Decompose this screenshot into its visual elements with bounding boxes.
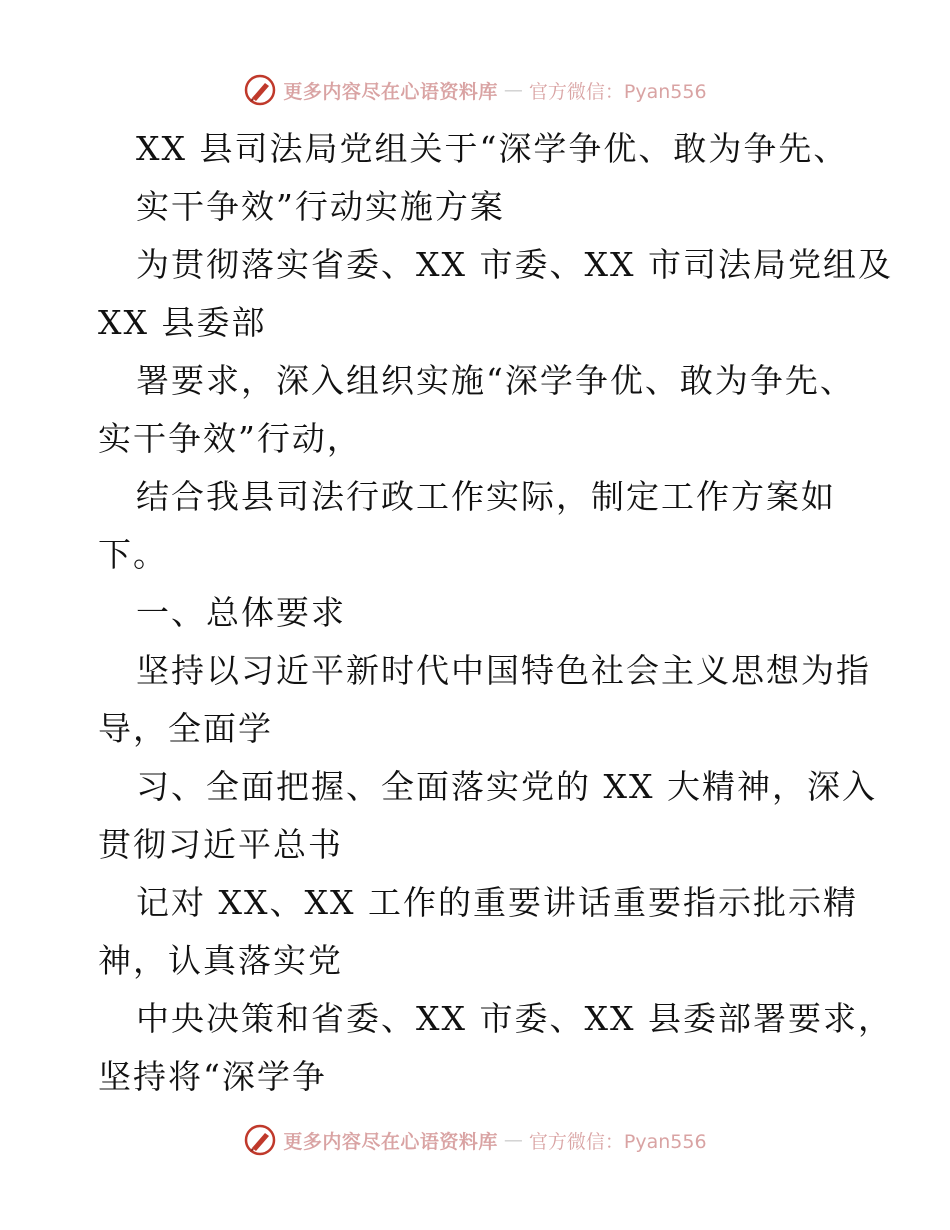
watermark-separator: —: [503, 1129, 523, 1151]
document-line: 实干争效”行动实施方案: [136, 187, 505, 226]
document-line: 坚持以习近平新时代中国特色社会主义思想为指: [136, 651, 871, 690]
section-heading: 一、总体要求: [136, 593, 346, 632]
document-line: 实干争效”行动，: [98, 419, 362, 458]
pen-logo-icon: [243, 1123, 277, 1157]
watermark-text: 更多内容尽在心语资料库: [283, 80, 498, 103]
header-watermark: [0, 70, 950, 110]
watermark-contact: 官方微信：Pyan556: [528, 1130, 707, 1153]
watermark-text: 更多内容尽在心语资料库: [283, 1130, 498, 1153]
watermark-separator: —: [503, 79, 523, 101]
footer-watermark: [0, 1120, 950, 1160]
document-line: 神，认真落实党: [98, 941, 343, 980]
pen-logo-icon: [243, 73, 277, 107]
document-line: 坚持将“深学争: [98, 1057, 327, 1096]
document-line: 导，全面学: [98, 709, 273, 748]
document-line: 为贯彻落实省委、XX 市委、XX 市司法局党组及: [136, 245, 893, 284]
watermark-contact: 官方微信：Pyan556: [528, 80, 707, 103]
document-line: 署要求，深入组织实施“深学争优、敢为争先、: [136, 361, 855, 400]
document-line: 中央决策和省委、XX 市委、XX 县委部署要求，: [136, 999, 893, 1038]
document-line: 结合我县司法行政工作实际，制定工作方案如: [136, 477, 836, 516]
document-line: XX 县司法局党组关于“深学争优、敢为争先、: [136, 129, 849, 168]
document-line: 习、全面把握、全面落实党的 XX 大精神，深入: [136, 767, 877, 806]
document-body: [98, 120, 893, 1106]
document-line: 记对 XX、XX 工作的重要讲话重要指示批示精: [136, 883, 858, 922]
document-line: 下。: [98, 535, 168, 574]
document-line: 贯彻习近平总书: [98, 825, 343, 864]
document-line: XX 县委部: [98, 303, 267, 342]
